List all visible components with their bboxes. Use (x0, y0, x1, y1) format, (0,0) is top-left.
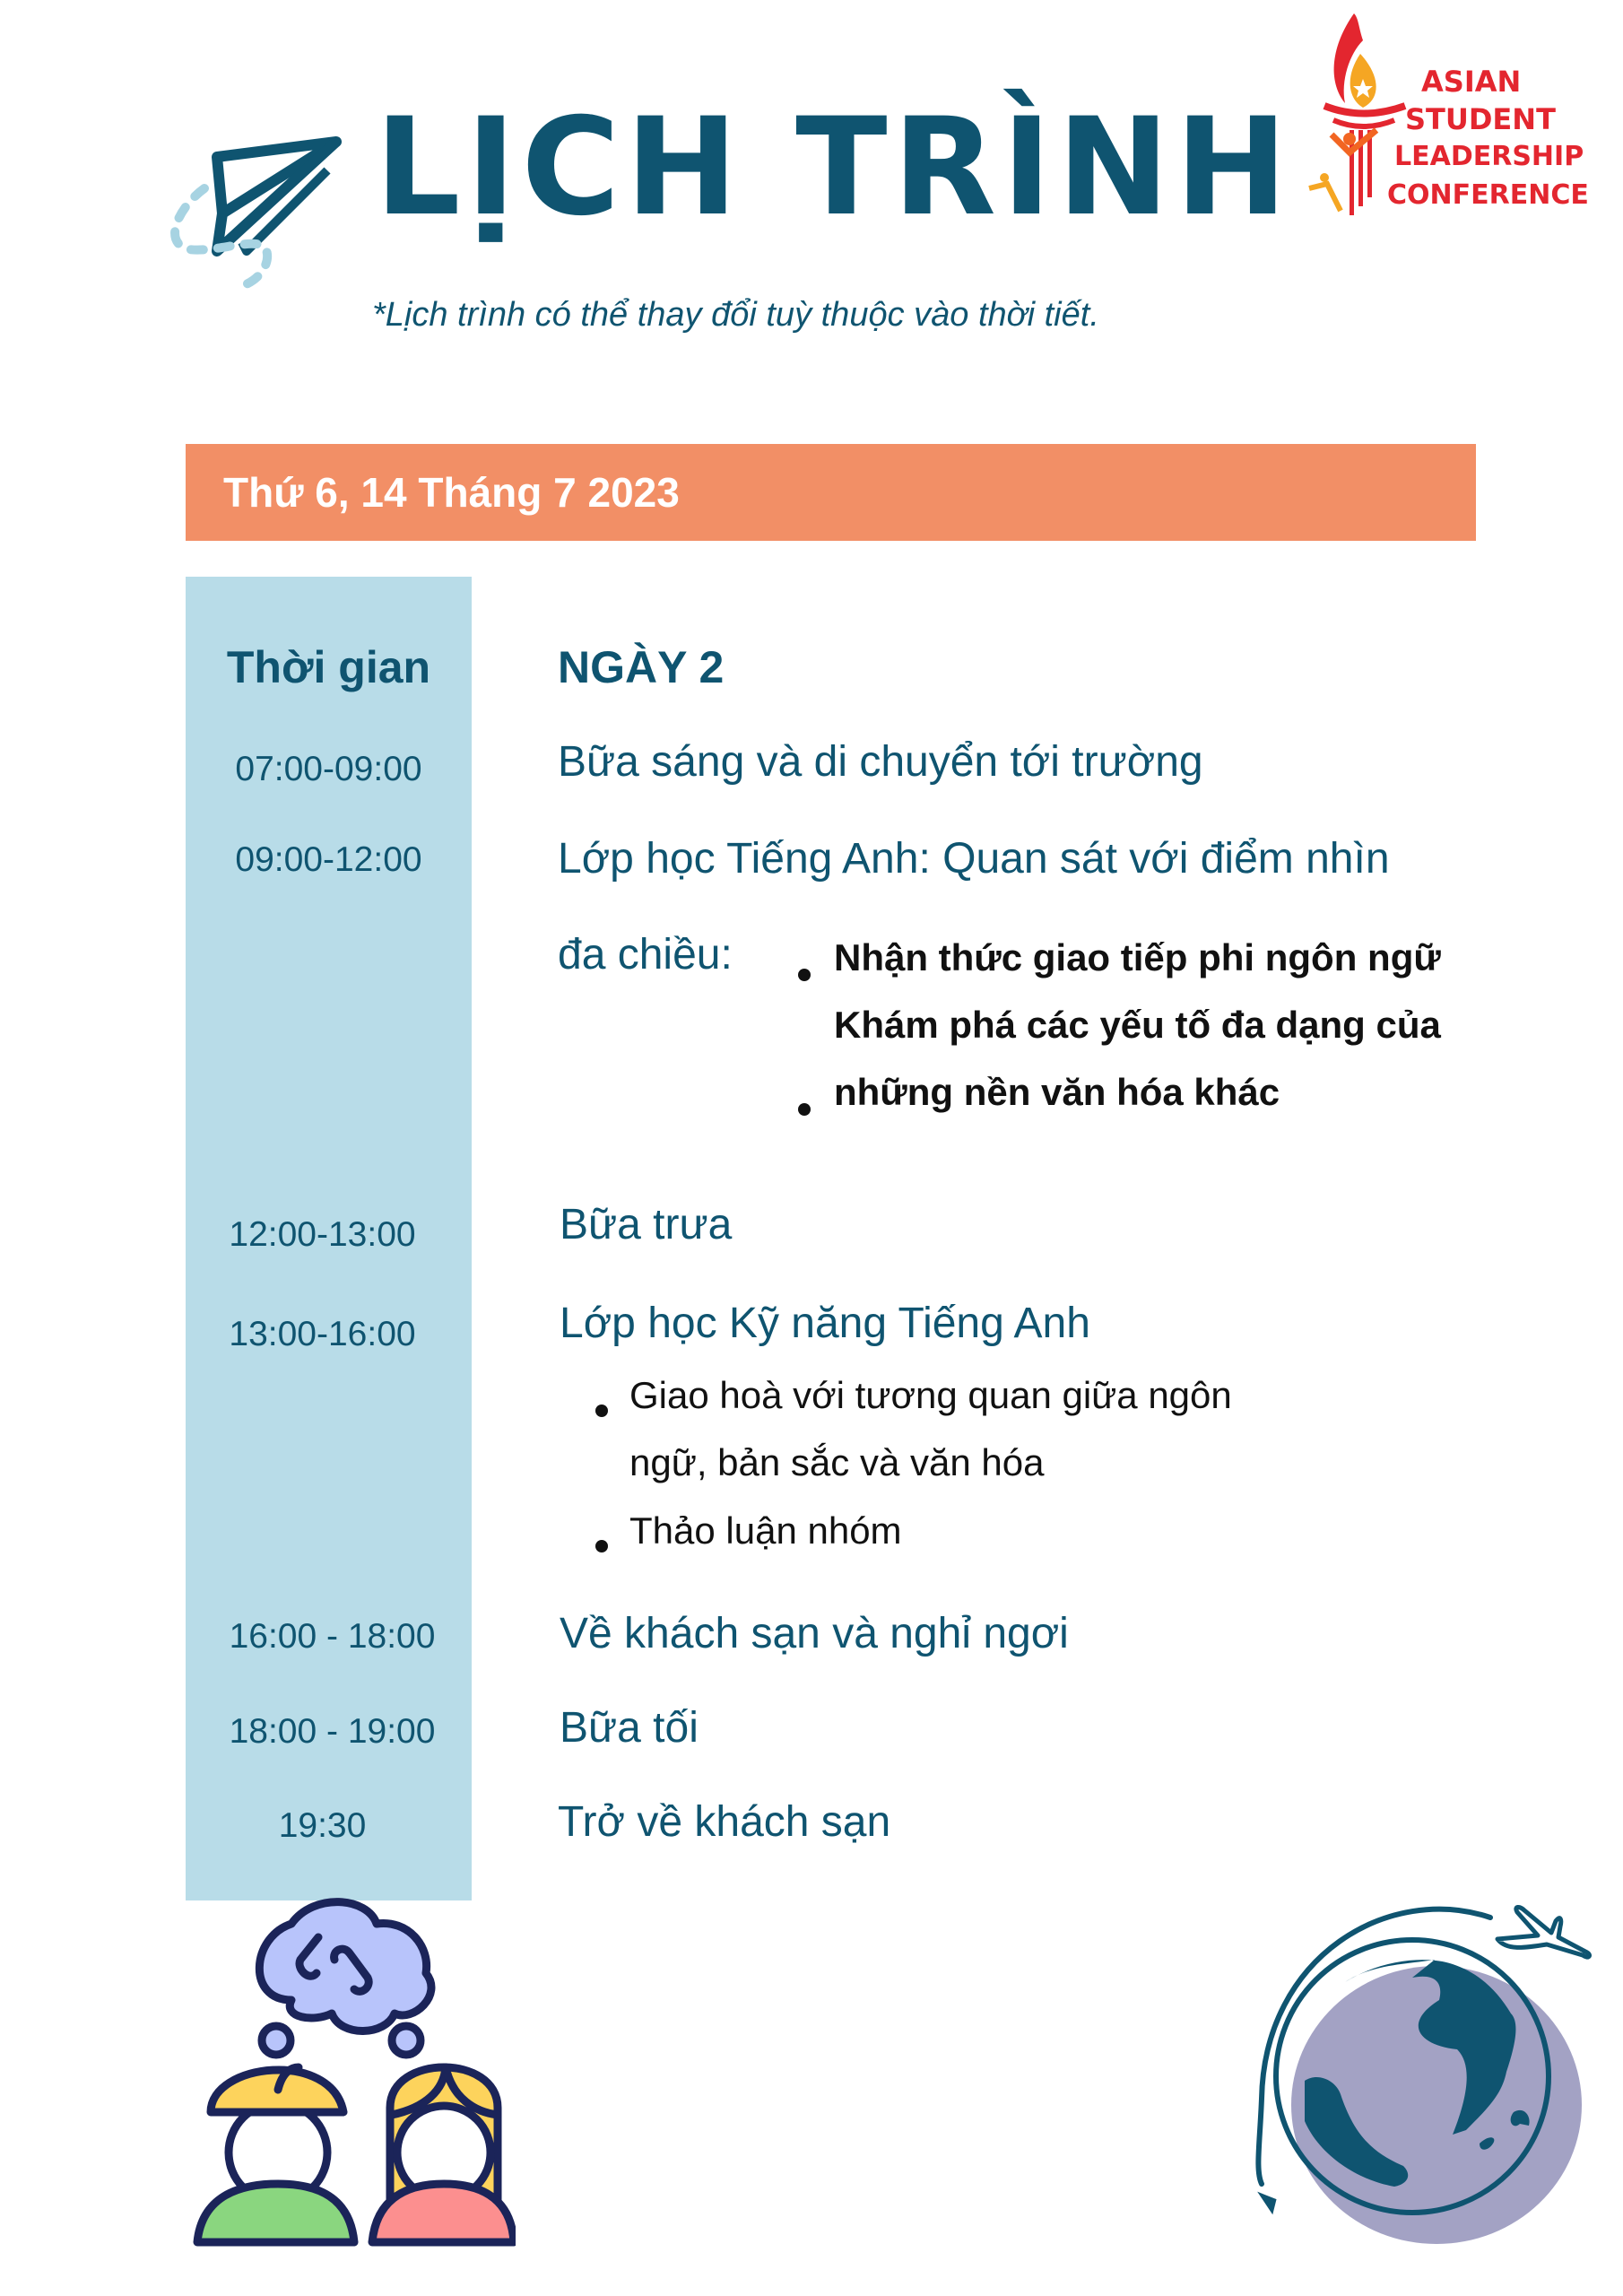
sub-item: những nền văn hóa khác (834, 1071, 1280, 1113)
schedule-time: 07:00-09:00 (235, 750, 422, 788)
time-header: Thời gian (226, 642, 431, 692)
logo-text-asian: ASIAN (1421, 65, 1522, 99)
schedule-time: 13:00-16:00 (229, 1315, 416, 1353)
logo-text-conference: CONFERENCE (1387, 179, 1589, 211)
schedule-activity: Về khách sạn và nghỉ ngơi (560, 1610, 1069, 1657)
schedule-activity-continuation: đa chiều: (558, 931, 733, 978)
people-link-icon (184, 1883, 516, 2278)
logo-text-leadership: LEADERSHIP (1394, 141, 1584, 172)
schedule-time: 19:30 (278, 1806, 367, 1845)
bullet-icon (595, 1540, 608, 1552)
schedule-time: 16:00 - 18:00 (229, 1617, 436, 1656)
date-bar (186, 444, 1476, 541)
sub-item: Giao hoà với tương quan giữa ngôn (629, 1374, 1232, 1416)
schedule-time: 18:00 - 19:00 (229, 1712, 436, 1751)
bullet-icon (798, 1103, 811, 1116)
schedule-activity: Trở về khách sạn (558, 1798, 891, 1846)
paper-plane-icon (161, 117, 359, 296)
schedule-time: 09:00-12:00 (235, 840, 422, 879)
globe-airplane-icon (1228, 1866, 1623, 2296)
sub-item: Khám phá các yếu tố đa dạng của (834, 1004, 1441, 1046)
sub-item: Nhận thức giao tiếp phi ngôn ngữ (834, 936, 1441, 978)
bullet-icon (798, 969, 811, 981)
schedule-note: *Lịch trình có thể thay đổi tuỳ thuộc vào thời tiết. (372, 296, 1099, 334)
date-label: Thứ 6, 14 Tháng 7 2023 (223, 469, 680, 516)
schedule-activity: Lớp học Kỹ năng Tiếng Anh (560, 1300, 1090, 1347)
schedule-time: 12:00-13:00 (229, 1215, 416, 1254)
schedule-activity: Lớp học Tiếng Anh: Quan sát với điểm nhìn (558, 835, 1390, 883)
conference-logo (1305, 9, 1614, 224)
day-header: NGÀY 2 (558, 642, 725, 692)
bullet-icon (595, 1405, 608, 1417)
page-title: LỊCH TRÌNH (375, 90, 1293, 246)
schedule-activity: Bữa sáng và di chuyển tới trường (558, 738, 1203, 786)
sub-item: ngữ, bản sắc và văn hóa (629, 1441, 1045, 1483)
logo-text-student: STUDENT (1405, 102, 1556, 136)
schedule-activity: Bữa trưa (560, 1201, 733, 1248)
schedule-activity: Bữa tối (560, 1704, 699, 1752)
sub-item: Thảo luận nhóm (629, 1509, 902, 1552)
